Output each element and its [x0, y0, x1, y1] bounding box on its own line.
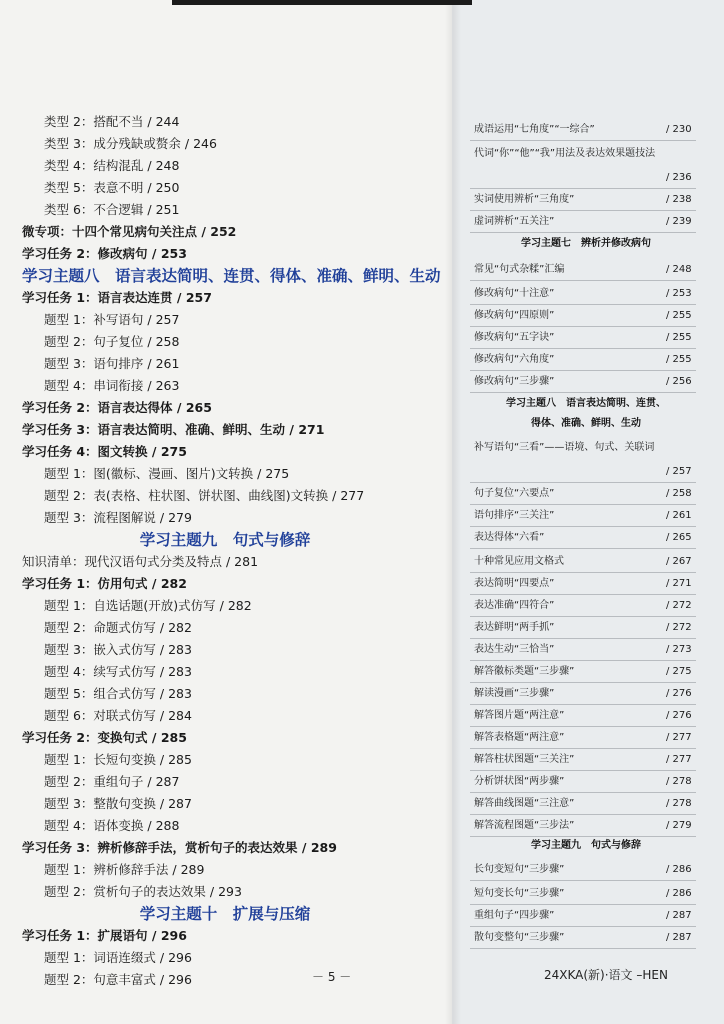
quick-ref-page: / 253 — [666, 288, 692, 299]
top-edge-bar — [172, 0, 472, 5]
toc-task: 学习任务 1：扩展语句 / 296 — [22, 928, 187, 943]
quick-ref-page: / 279 — [666, 820, 692, 831]
underline-rule — [470, 304, 696, 305]
quick-ref-page: / 271 — [666, 578, 692, 589]
quick-ref-page: / 278 — [666, 798, 692, 809]
underline-rule — [470, 370, 696, 371]
toc-item: 题型 3：语句排序 / 261 — [44, 356, 180, 371]
quick-ref-entry: 成语运用“七角度”“一综合” — [474, 124, 595, 135]
quick-ref-entry: 修改病句“六角度” — [474, 354, 555, 365]
underline-rule — [470, 638, 696, 639]
toc-item: 题型 2：赏析句子的表达效果 / 293 — [44, 884, 242, 899]
quick-ref-page: / 277 — [666, 754, 692, 765]
quick-ref-page: / 255 — [666, 332, 692, 343]
toc-item: 题型 2：重组句子 / 287 — [44, 774, 180, 789]
page-number: － 5 － — [312, 970, 352, 984]
underline-rule — [470, 682, 696, 683]
quick-ref-heading: 学习主题九 句式与修辞 — [531, 840, 641, 851]
quick-ref-entry: 表达简明“四要点” — [474, 578, 555, 589]
toc-item: 题型 2：表(表格、柱状图、饼状图、曲线图)文转换 / 277 — [44, 488, 365, 503]
quick-ref-page: / 286 — [666, 864, 692, 875]
toc-task: 学习任务 1：仿用句式 / 282 — [22, 576, 187, 591]
quick-ref-page: / 272 — [666, 622, 692, 633]
quick-ref-page: / 273 — [666, 644, 692, 655]
underline-rule — [470, 926, 696, 927]
underline-rule — [470, 140, 696, 141]
quick-ref-entry: 解答图片题“两注意” — [474, 710, 565, 721]
quick-ref-entry: 解读漫画“三步骤” — [474, 688, 555, 699]
quick-ref-entry: 虚词辨析“五关注” — [474, 216, 555, 227]
underline-rule — [470, 616, 696, 617]
page-fold-shadow — [445, 0, 461, 1024]
toc-item: 题型 3：嵌入式仿写 / 283 — [44, 642, 192, 657]
toc-item: 题型 5：组合式仿写 / 283 — [44, 686, 192, 701]
underline-rule — [470, 526, 696, 527]
toc-item: 类型 4：结构混乱 / 248 — [44, 158, 180, 173]
toc-task: 学习任务 2：修改病句 / 253 — [22, 246, 187, 261]
quick-ref-entry: 补写语句“三看”——语境、句式、关联词 — [474, 442, 655, 453]
quick-ref-entry: 解答曲线图题“三注意” — [474, 798, 575, 809]
quick-ref-entry: 解答表格题“两注意” — [474, 732, 565, 743]
quick-ref-page: / 236 — [666, 172, 692, 183]
quick-ref-entry: 表达鲜明“两手抓” — [474, 622, 555, 633]
quick-ref-entry: 长句变短句“三步骤” — [474, 864, 565, 875]
toc-topic-heading: 学习主题十 扩展与压缩 — [139, 905, 311, 923]
underline-rule — [470, 572, 696, 573]
underline-rule — [470, 348, 696, 349]
toc-item: 题型 1：图(徽标、漫画、图片)文转换 / 275 — [44, 466, 290, 481]
toc-item: 题型 1：词语连缀式 / 296 — [44, 950, 192, 965]
toc-task: 学习任务 1：语言表达连贯 / 257 — [22, 290, 212, 305]
quick-ref-page: / 258 — [666, 488, 692, 499]
quick-ref-entry: 解答流程图题“三步法” — [474, 820, 575, 831]
underline-rule — [470, 660, 696, 661]
underline-rule — [470, 232, 696, 233]
quick-ref-page: / 278 — [666, 776, 692, 787]
toc-item: 题型 1：补写语句 / 257 — [44, 312, 180, 327]
quick-ref-entry: 修改病句“三步骤” — [474, 376, 555, 387]
quick-ref-entry: 修改病句“四原则” — [474, 310, 555, 321]
quick-ref-page: / 276 — [666, 710, 692, 721]
toc-item: 类型 3：成分残缺或赘余 / 246 — [44, 136, 217, 151]
underline-rule — [470, 704, 696, 705]
underline-rule — [470, 548, 696, 549]
toc-item: 题型 3：流程图解说 / 279 — [44, 510, 192, 525]
quick-ref-page: / 238 — [666, 194, 692, 205]
underline-rule — [470, 748, 696, 749]
toc-item: 题型 2：命题式仿写 / 282 — [44, 620, 192, 635]
toc-task: 学习任务 4：图文转换 / 275 — [22, 444, 187, 459]
toc-task: 学习任务 2：变换句式 / 285 — [22, 730, 187, 745]
quick-ref-entry: 语句排序“三关注” — [474, 510, 555, 521]
quick-ref-entry: 修改病句“五字诀” — [474, 332, 555, 343]
book-code: 24XKA(新)·语文 –HEN — [544, 968, 668, 982]
quick-ref-page: / 256 — [666, 376, 692, 387]
toc-task: 学习任务 3：语言表达简明、准确、鲜明、生动 / 271 — [22, 422, 325, 437]
quick-ref-entry: 十种常见应用文格式 — [474, 556, 564, 567]
quick-ref-page: / 272 — [666, 600, 692, 611]
quick-ref-entry: 表达得体“六看” — [474, 532, 545, 543]
quick-ref-entry: 表达准确“四符合” — [474, 600, 555, 611]
underline-rule — [470, 392, 696, 393]
toc-item: 题型 2：句子复位 / 258 — [44, 334, 180, 349]
quick-ref-heading: 学习主题七 辨析并修改病句 — [521, 238, 651, 249]
underline-rule — [470, 770, 696, 771]
quick-ref-heading: 学习主题八 语言表达简明、连贯、 — [506, 398, 666, 409]
underline-rule — [470, 326, 696, 327]
underline-rule — [470, 280, 696, 281]
quick-ref-entry: 散句变整句“三步骤” — [474, 932, 565, 943]
toc-micro-topic: 微专项：十四个常见病句关注点 / 252 — [22, 224, 237, 239]
quick-ref-entry: 解答柱状图题“三关注” — [474, 754, 575, 765]
toc-item: 题型 4：语体变换 / 288 — [44, 818, 180, 833]
quick-ref-page: / 257 — [666, 466, 692, 477]
quick-ref-entry: 修改病句“十注意” — [474, 288, 555, 299]
toc-topic-heading: 学习主题九 句式与修辞 — [139, 531, 311, 549]
toc-item: 题型 4：续写式仿写 / 283 — [44, 664, 192, 679]
quick-ref-entry: 实词使用辨析“三角度” — [474, 194, 575, 205]
toc-task: 学习任务 3：辨析修辞手法，赏析句子的表达效果 / 289 — [22, 840, 337, 855]
quick-ref-page: / 248 — [666, 264, 692, 275]
underline-rule — [470, 904, 696, 905]
underline-rule — [470, 948, 696, 949]
underline-rule — [470, 836, 696, 837]
underline-rule — [470, 880, 696, 881]
toc-item: 题型 6：对联式仿写 / 284 — [44, 708, 192, 723]
quick-ref-page: / 275 — [666, 666, 692, 677]
underline-rule — [470, 726, 696, 727]
quick-ref-page: / 255 — [666, 310, 692, 321]
quick-ref-page: / 267 — [666, 556, 692, 567]
quick-ref-entry: 表达生动“三恰当” — [474, 644, 555, 655]
quick-ref-page: / 230 — [666, 124, 692, 135]
underline-rule — [470, 482, 696, 483]
underline-rule — [470, 792, 696, 793]
quick-ref-page: / 287 — [666, 910, 692, 921]
toc-item: 题型 4：串词衔接 / 263 — [44, 378, 180, 393]
quick-ref-entry: 常见“句式杂糅”汇编 — [474, 264, 565, 275]
toc-item: 题型 2：句意丰富式 / 296 — [44, 972, 192, 987]
quick-ref-page: / 286 — [666, 888, 692, 899]
toc-item: 题型 1：长短句变换 / 285 — [44, 752, 192, 767]
toc-item: 题型 1：辨析修辞手法 / 289 — [44, 862, 205, 877]
underline-rule — [470, 594, 696, 595]
quick-ref-page: / 261 — [666, 510, 692, 521]
quick-ref-entry: 解答徽标类题“三步骤” — [474, 666, 575, 677]
quick-ref-page: / 239 — [666, 216, 692, 227]
toc-item: 类型 5：表意不明 / 250 — [44, 180, 180, 195]
underline-rule — [470, 188, 696, 189]
quick-ref-page: / 277 — [666, 732, 692, 743]
quick-ref-page: / 276 — [666, 688, 692, 699]
toc-item: 题型 3：整散句变换 / 287 — [44, 796, 192, 811]
quick-ref-entry: 分析饼状图“两步骤” — [474, 776, 565, 787]
quick-ref-heading: 得体、准确、鲜明、生动 — [531, 418, 641, 429]
quick-ref-entry: 重组句子“四步骤” — [474, 910, 555, 921]
underline-rule — [470, 814, 696, 815]
toc-task: 学习任务 2：语言表达得体 / 265 — [22, 400, 212, 415]
toc-item: 类型 2：搭配不当 / 244 — [44, 114, 180, 129]
quick-ref-page: / 265 — [666, 532, 692, 543]
quick-ref-entry: 短句变长句“三步骤” — [474, 888, 565, 899]
toc-item: 题型 1：自选话题(开放)式仿写 / 282 — [44, 598, 252, 613]
quick-ref-entry: 句子复位“六要点” — [474, 488, 555, 499]
toc-item: 类型 6：不合逻辑 / 251 — [44, 202, 180, 217]
toc-knowledge-list: 知识清单：现代汉语句式分类及特点 / 281 — [22, 554, 259, 569]
underline-rule — [470, 504, 696, 505]
quick-ref-page: / 255 — [666, 354, 692, 365]
quick-ref-page: / 287 — [666, 932, 692, 943]
underline-rule — [470, 210, 696, 211]
quick-ref-entry: 代词“你”“他”“我”用法及表达效果题技法 — [474, 148, 656, 159]
toc-topic-heading: 学习主题八 语言表达简明、连贯、得体、准确、鲜明、生动 — [22, 267, 441, 285]
